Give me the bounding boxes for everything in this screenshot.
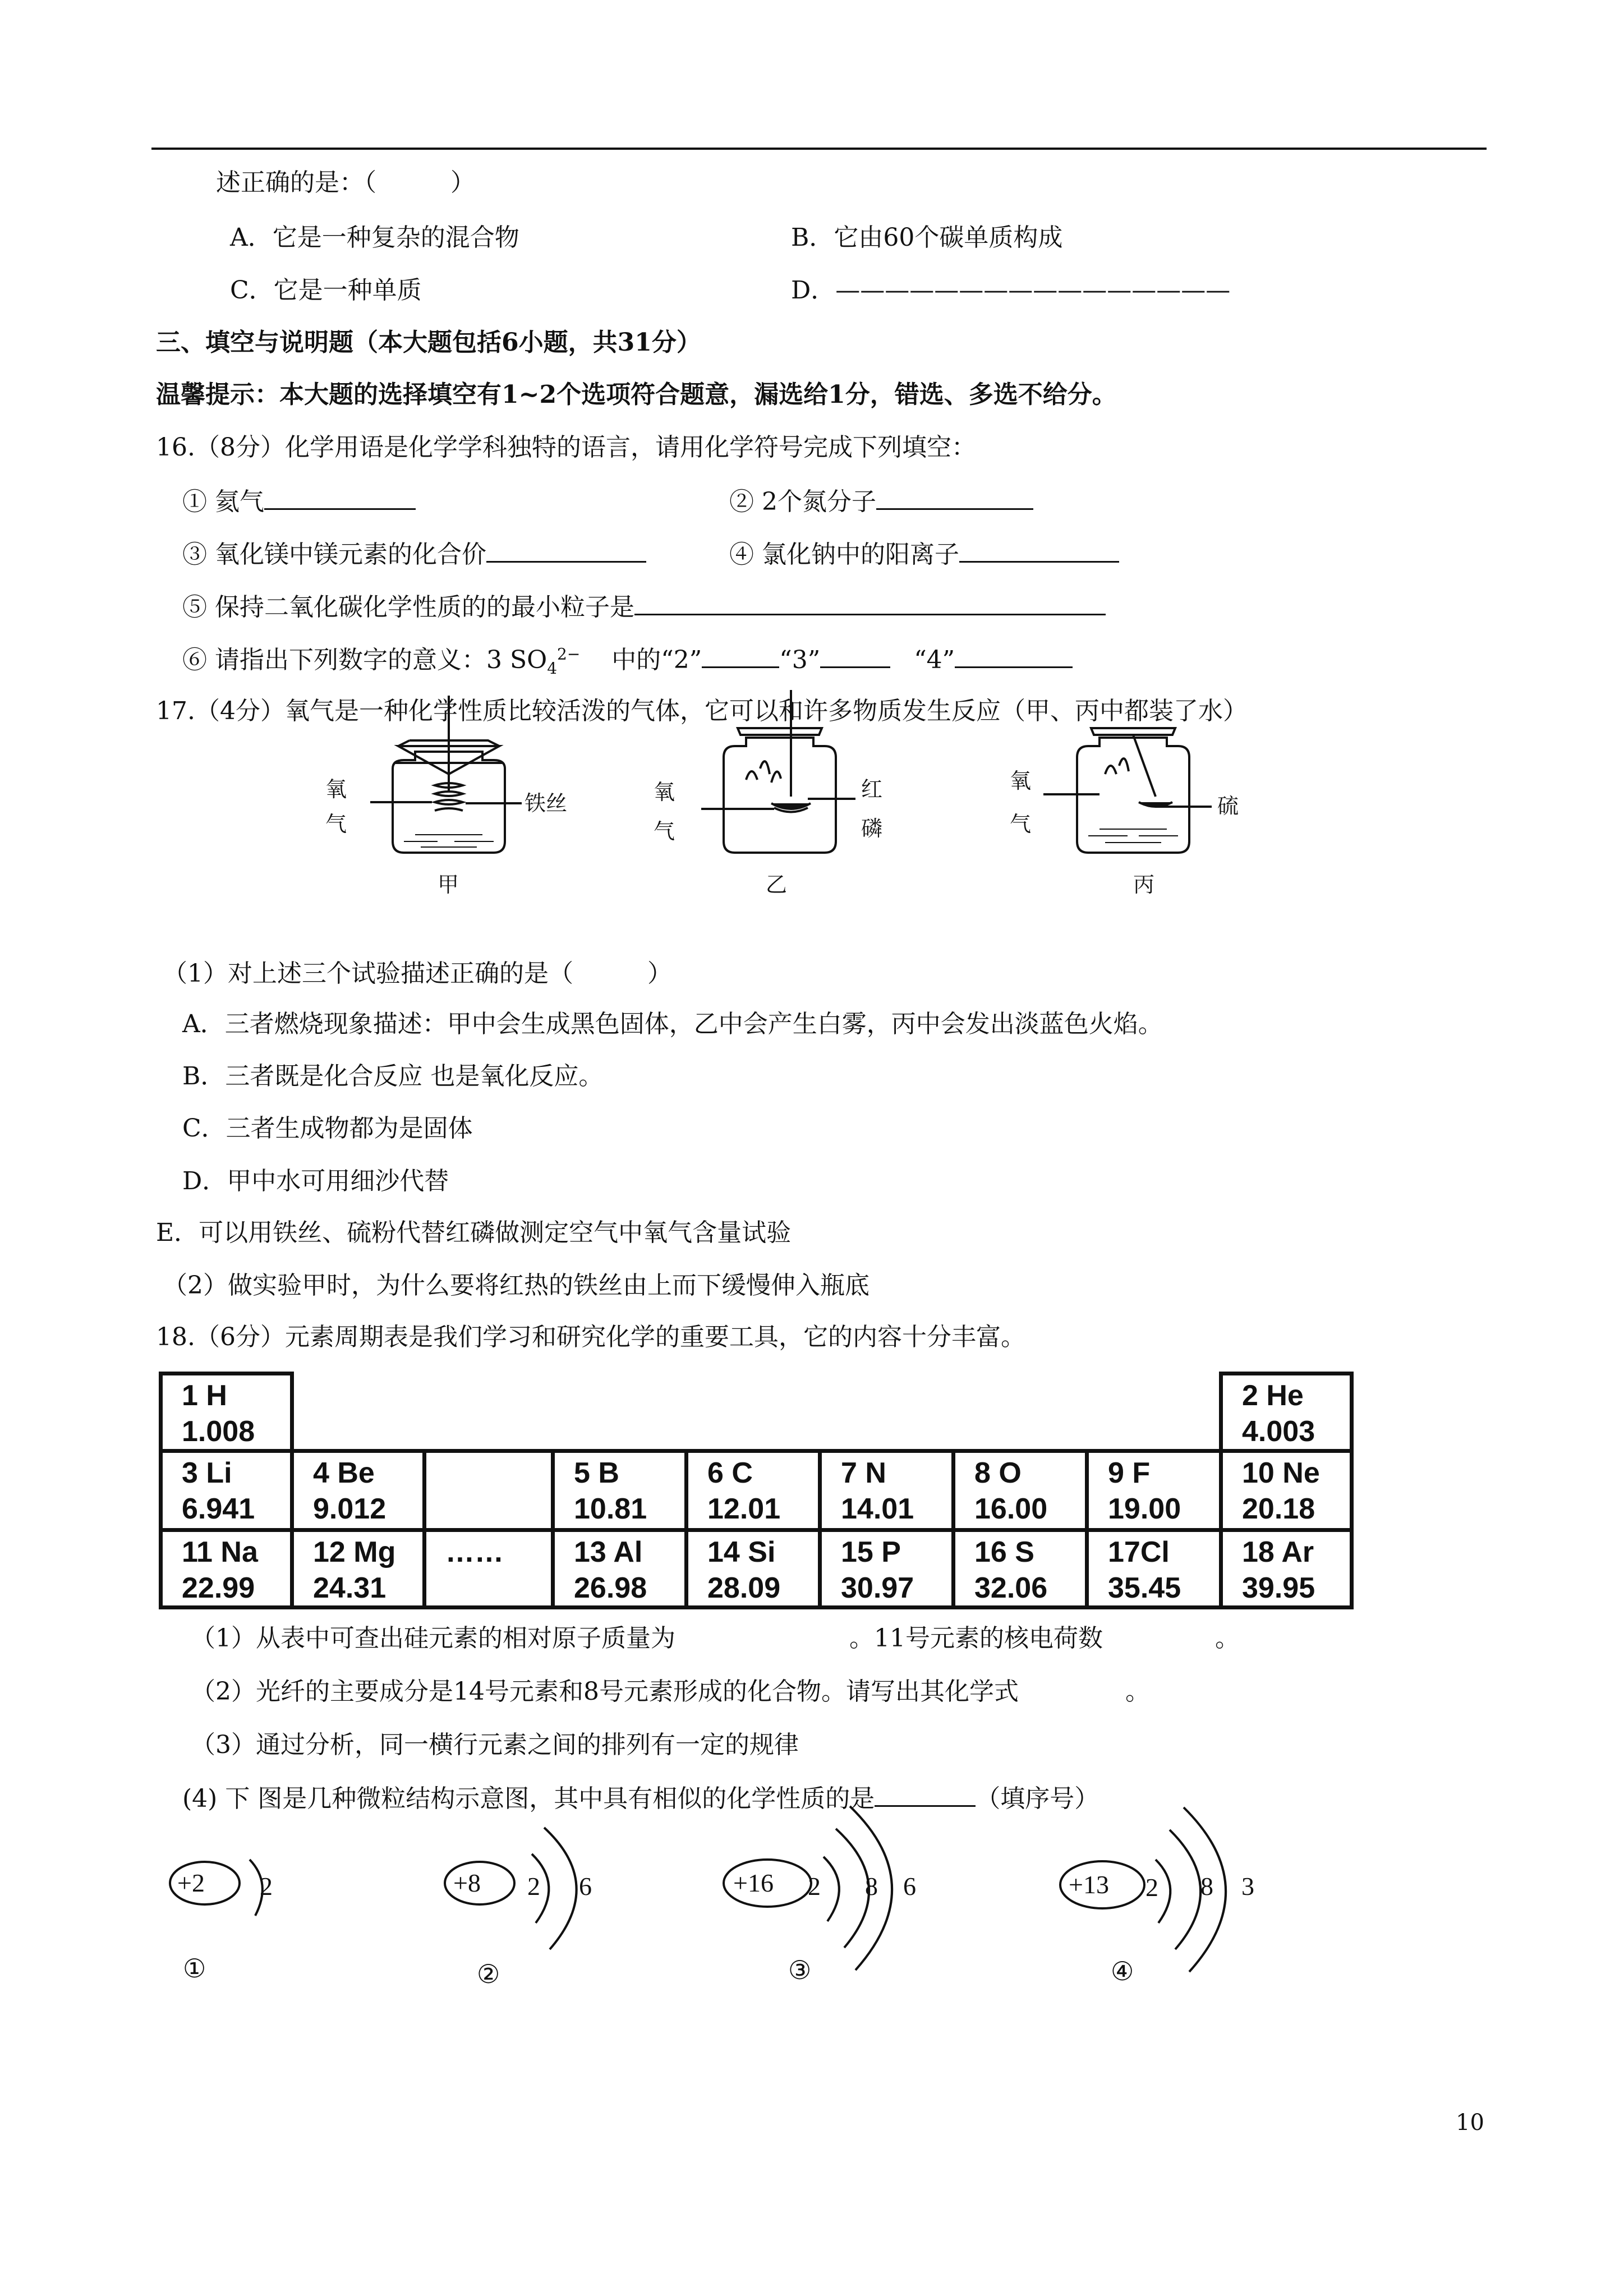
jia-iron-wire-label: 铁丝: [525, 791, 568, 816]
jar-bing-sulfur: [1043, 728, 1212, 853]
element-cell-n: 7 N 14.01: [818, 1449, 955, 1532]
yi-gas-label-1: 氧: [654, 780, 675, 804]
q15-option-d: D．————————————————: [791, 276, 1231, 305]
electron-count-4-1: 2: [1145, 1873, 1158, 1902]
caption-jia: 甲: [438, 872, 459, 897]
page-number: 10: [1456, 2110, 1484, 2136]
q17-stem: 17.（4分）氧气是一种化学性质比较活泼的气体，它可以和许多物质发生反应（甲、丙中都装了水）: [156, 697, 1248, 725]
yi-gas-label-2: 气: [654, 819, 675, 844]
atom-label-2: ②: [477, 1960, 500, 1989]
q17-option-b: B．三者既是化合反应 也是氧化反应。: [182, 1062, 604, 1091]
q17-option-c: C．三者生成物都为是固体: [182, 1114, 473, 1143]
q17-option-e: E．可以用铁丝、硫粉代替红磷做测定空气中氧气含量试验: [156, 1218, 792, 1247]
header-rule: [151, 148, 1487, 150]
q16-item-6: ⑥ 请指出下列数字的意义：3 $SO_4^{2-}$ 中的“2” “3” “4”: [182, 644, 1073, 678]
electron-count-2-1: 2: [527, 1872, 540, 1901]
answer-blank[interactable]: [634, 591, 1106, 615]
nucleus-charge-2: +8: [453, 1869, 481, 1897]
q15-option-b: B．它由60个碳单质构成: [791, 223, 1063, 252]
q16-item-3: ③ 氧化镁中镁元素的化合价: [182, 539, 646, 570]
jar-jia-iron-wire: [370, 696, 522, 853]
answer-blank[interactable]: [702, 644, 779, 668]
bing-gas-label-1: 氧: [1010, 769, 1032, 793]
electron-count-3-3: 6: [903, 1872, 916, 1901]
bing-gas-label-2: 气: [1010, 812, 1032, 836]
atomic-structure-diagrams: [157, 1795, 1335, 2008]
jia-gas-label-2: 气: [325, 812, 347, 836]
caption-bing: 丙: [1133, 872, 1155, 897]
element-cell-be: 4 Be 9.012: [290, 1449, 426, 1532]
atom-label-1: ①: [183, 1954, 206, 1983]
answer-blank[interactable]: [959, 539, 1119, 563]
atom-label-4: ④: [1111, 1957, 1134, 1986]
answer-blank[interactable]: [876, 486, 1033, 510]
q17-option-d: D．甲中水可用细沙代替: [182, 1167, 449, 1195]
answer-blank[interactable]: [955, 644, 1073, 668]
q15-option-a: A．它是一种复杂的混合物: [230, 223, 519, 252]
element-cell-si: 14 Si 28.09: [684, 1528, 822, 1609]
periodic-table: [159, 1372, 1354, 1609]
element-cell-h: 1 H 1.008: [159, 1372, 294, 1453]
element-cell-al: 13 Al 26.98: [551, 1528, 688, 1609]
element-cell-b: 5 B 10.81: [551, 1449, 688, 1532]
electron-count-1-1: 2: [260, 1872, 273, 1901]
atom-label-3: ③: [788, 1956, 812, 1985]
answer-blank[interactable]: [264, 486, 416, 510]
q16-stem: 16.（8分）化学用语是化学学科独特的语言，请用化学符号完成下列填空：: [156, 433, 976, 462]
element-cell-p: 15 P 30.97: [818, 1528, 955, 1609]
electron-count-4-2: 8: [1200, 1872, 1213, 1901]
shell-3-2: [836, 1829, 869, 1948]
q18-part-4: (4) 下 图是几种微粒结构示意图，其中具有相似的化学性质的是 （填序号）: [182, 1783, 1099, 1814]
nucleus-charge-1: +2: [177, 1869, 205, 1897]
q17-part-1: （1）对上述三个试验描述正确的是（ ）: [163, 959, 672, 988]
answer-blank[interactable]: [486, 539, 646, 563]
yi-phosphorus-label-1: 红: [861, 777, 883, 802]
element-cell-cl: 17Cl 35.45: [1085, 1528, 1223, 1609]
section-tip: 温馨提示：本大题的选择填空有1~2个选项符合题意，漏选给1分，错选、多选不给分。: [156, 380, 1117, 409]
q18-part-1: （1）从表中可查出硅元素的相对原子质量为 。11号元素的核电荷数 。: [191, 1624, 1240, 1653]
element-cell-f: 9 F 19.00: [1085, 1449, 1223, 1532]
element-cell-c: 6 C 12.01: [684, 1449, 822, 1532]
q17-option-a: A．三者燃烧现象描述：甲中会生成黑色固体，乙中会产生白雾，丙中会发出淡蓝色火焰。: [182, 1010, 1163, 1038]
element-cell-ellipsis: ……: [422, 1528, 555, 1609]
bing-sulfur-label: 硫: [1217, 794, 1239, 818]
element-cell-he: 2 He 4.003: [1219, 1372, 1354, 1453]
q17-part-2: （2）做实验甲时，为什么要将红热的铁丝由上而下缓慢伸入瓶底: [163, 1271, 869, 1300]
electron-count-4-3: 3: [1241, 1872, 1254, 1901]
nucleus-charge-4: +13: [1069, 1870, 1109, 1899]
element-cell-mg: 12 Mg 24.31: [290, 1528, 426, 1609]
answer-blank[interactable]: [820, 644, 890, 668]
section-title: 三、填空与说明题（本大题包括6小题，共31分）: [156, 328, 701, 357]
q16-item-2: ② 2个氮分子: [729, 486, 1033, 517]
q16-item-5: ⑤ 保持二氧化碳化学性质的的最小粒子是: [182, 591, 1106, 623]
jia-gas-label-1: 氧: [325, 777, 347, 802]
electron-count-3-1: 2: [808, 1872, 821, 1901]
q15-option-c: C．它是一种单质: [230, 276, 422, 305]
q18-part-3: （3）通过分析，同一横行元素之间的排列有一定的规律: [191, 1731, 799, 1759]
caption-yi: 乙: [766, 872, 788, 897]
element-cell-o: 8 O 16.00: [951, 1449, 1089, 1532]
electron-count-2-2: 6: [579, 1872, 592, 1901]
nucleus-charge-3: +16: [733, 1869, 774, 1897]
jar-yi-red-phosphorus: [701, 690, 875, 853]
element-cell-s: 16 S 32.06: [951, 1528, 1089, 1609]
oxygen-experiments-figure: [314, 684, 1380, 909]
q16-item-1: ① 氦气: [182, 486, 416, 517]
q16-item-4: ④ 氯化钠中的阳离子: [729, 539, 1119, 570]
q15-stem-tail: 述正确的是：（ ）: [216, 168, 475, 197]
element-cell-ar: 18 Ar 39.95: [1219, 1528, 1354, 1609]
element-cell-ne: 10 Ne 20.18: [1219, 1449, 1354, 1532]
element-cell-na: 11 Na 22.99: [159, 1528, 294, 1609]
element-cell-li: 3 Li 6.941: [159, 1449, 294, 1532]
q18-part-2: （2）光纤的主要成分是14号元素和8号元素形成的化合物。请写出其化学式 。: [191, 1677, 1150, 1706]
shell-3-1: [823, 1857, 839, 1921]
yi-phosphorus-label-2: 磷: [861, 816, 883, 841]
element-cell-gap: [422, 1449, 555, 1532]
q18-stem: 18.（6分）元素周期表是我们学习和研究化学的重要工具，它的内容十分丰富。: [156, 1323, 1025, 1351]
electron-count-3-2: 8: [865, 1872, 878, 1901]
shell-4-2: [1170, 1830, 1200, 1949]
